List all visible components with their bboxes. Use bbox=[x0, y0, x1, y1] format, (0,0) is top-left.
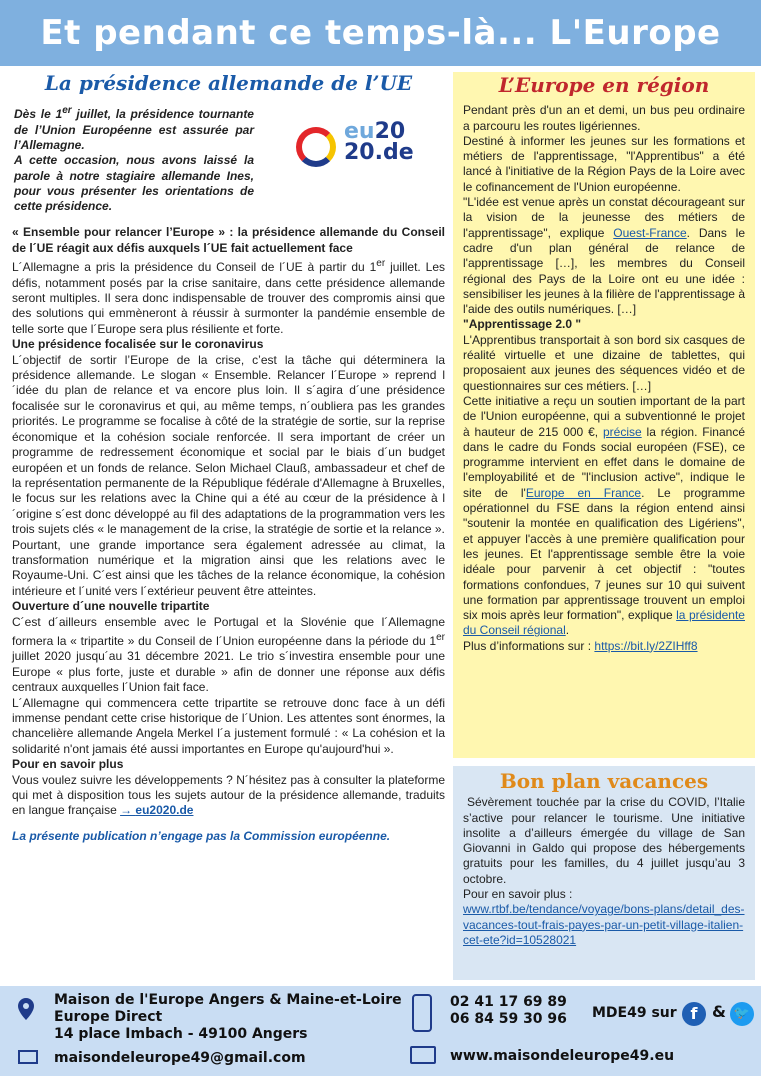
mail-icon bbox=[18, 1050, 38, 1064]
paragraph: Cette initiative a reçu un soutien important de la part de l'Union européenne, qui a subventionné le projet à hauteur de 215 000 €, précise la région. Financé dans le cadre du Fonds social européen (FSE), ce programme intervient en effet dans le domaine de l'employabilité et de "l'inclusion active", indique le site de l'Europe en France. Le programme opérationnel du FSE dans la région entend ainsi "soutenir la montée en qualification des Ligériens", et appuyer l'accès à une première qualification pour les jeunes. Et l'apprentissage semble être la voie idéale pour parvenir à cet objectif : "toutes formations confondues, 7 jeunes sur 10 qui suivent une formation par apprentissage trouvent un emploi six mois après leur formation", explique la présidente du Conseil régional. bbox=[463, 393, 746, 638]
arrow-icon: → bbox=[120, 803, 136, 818]
email-address[interactable]: maisondeleurope49@gmail.com bbox=[54, 1050, 306, 1066]
ouest-france-link[interactable]: Ouest-France bbox=[613, 225, 687, 240]
paragraph: Sévèrement touchée par la crise du COVID, l’Italie s’active pour relancer le tourisme. Une initiative insolite a d’ailleurs émergée du village de San Giovanni in Galdo qui propose des hébergements gratuits pour les familles, du 4 juillet jusqu’au 3 octobre. bbox=[463, 795, 745, 886]
paragraph: Pour en savoir plus : bbox=[463, 887, 573, 902]
paragraph: Destiné à informer les jeunes sur les formations et métiers de l'apprentissage, "l'Apprentibus" a été lancé à l'initiative de la Région Pays de la Loire avec le cofinancement de l'Union européenne. bbox=[463, 133, 745, 194]
bitly-link[interactable]: https://bit.ly/2ZIHff8 bbox=[594, 638, 698, 653]
paragraph: "L'idée est venue après un constat décourageant sur la vision de la jeunesse des métiers de l'apprentissage", explique Ouest-France. Dans le cadre d'un plan général de relance de l'apprentissage […], les membres du Conseil régional des Pays de la Loire ont eu une idée : sensibiliser les jeunes à la filière de l'apprentissage à l'aide des outils numériques. […] bbox=[463, 195, 745, 317]
paragraph: Plus d’informations sur : https://bit.ly/2ZIHff8 bbox=[463, 638, 698, 653]
paragraph: Vous voulez suivre les développements ? N´hésitez pas à consulter la plateforme qui met à disposition tous les sujets autour de la présidence allemande, traduits en langue française → eu2020.de bbox=[12, 772, 445, 818]
paragraph: L´objectif de sortir l’Europe de la crise, c’est la tâche qui déterminera la présidence allemande. Le slogan « Ensemble. Relancer l´Europe » reprend l´idée du plan de relance et va encore plus loin. Il s´agira d´une présidence focalisée sur le coronavirus et qui, au même temps, n´oubliera pas les grandes priorités. Le programme se focalise à côté de la stratégie de sortie, sur la reprise économique et la cohésion sociale renforcée. Il sera important de créer un programme de redressement économique et social par le biais d´un budget européen et un fonds de relance. Selon Michael Clauß, ambassadeur et chef de la représentation permanente de la République fédérale d'Allemagne à Bruxelles, le focus sur les relations avec la Chine qui a été au cœur de la présidence à l´origine s´est donc développé au fil des adaptations de la programmation vers les trois sujets clés « le management de la crise, la stratégie de sortie et la relance ». bbox=[12, 352, 445, 537]
logo-text: eu20 20.de bbox=[344, 119, 414, 166]
europe-en-france-link[interactable]: Europe en France bbox=[525, 485, 642, 500]
phone-numbers: 02 41 17 69 89 06 84 59 30 96 bbox=[450, 994, 567, 1027]
paragraph: Pourtant, une grande importance sera également adressée au climat, la transformation numérique et la migration ainsi que les relations avec le Royaume-Uni. C´est ainsi que les tâches de la relance économique, la cohésion intérieure et l´unité vers l´extérieur peuvent être atteintes. bbox=[12, 537, 445, 598]
phone-icon bbox=[412, 994, 432, 1032]
region-title: L’Europe en région bbox=[498, 73, 710, 97]
vacances-title: Bon plan vacances bbox=[499, 769, 709, 793]
paragraph: L'Apprentibus transportait à son bord six casques de réalité virtuelle et une dizaine de tablettes, qui proposaient aux jeunes des séquences vidéo et de questionnaires sur ces métiers. […] bbox=[463, 332, 745, 393]
section-heading: "Apprentissage 2.0 " bbox=[463, 317, 582, 332]
web-icon bbox=[410, 1046, 436, 1064]
paragraph: Pendant près d'un an et demi, un bus peu ordinaire a parcouru les routes ligériennes. bbox=[463, 103, 745, 133]
vacances-box bbox=[453, 766, 755, 980]
disclaimer: La présente publication n’engage pas la Commission européenne. bbox=[12, 828, 391, 843]
region-box bbox=[453, 72, 755, 758]
section-heading: Ouverture d´une nouvelle tripartite bbox=[12, 599, 210, 614]
paragraph: L´Allemagne qui commencera cette tripartite se retrouve donc face à un défi immense pendant cette crise historique de l´Union. Les attentes sont énormes, la chancelière allemande Angela Merkel l´a justement formulé : « La cohésion et la solidarité n'ont jamais été aussi importantes en Europe qu'aujourd'hui ». bbox=[12, 695, 445, 756]
org-address: Maison de l'Europe Angers & Maine-et-Loire Europe Direct 14 place Imbach - 49100 Angers bbox=[54, 992, 402, 1042]
rtbf-link[interactable]: www.rtbf.be/tendance/voyage/bons-plans/detail_des-vacances-tout-frais-payes-par-un-petit-village-italien-cet-ete?id=10528021 bbox=[463, 902, 745, 947]
page-title: Et pendant ce temps-là... L'Europe bbox=[40, 13, 721, 53]
presidente-link[interactable]: la présidente du Conseil régional bbox=[463, 608, 745, 638]
precise-link[interactable]: précise bbox=[602, 424, 642, 439]
eu2020-link[interactable]: eu2020.de bbox=[135, 803, 194, 818]
location-pin-icon bbox=[18, 998, 34, 1020]
social-label: MDE49 sur bbox=[592, 1005, 677, 1021]
facebook-icon[interactable]: f bbox=[682, 1002, 706, 1026]
logo-ring-icon bbox=[296, 127, 336, 167]
article-title: La présidence allemande de l’UE bbox=[44, 71, 413, 95]
section-heading: Pour en savoir plus bbox=[12, 757, 124, 772]
paragraph: C´est d´ailleurs ensemble avec le Portugal et la Slovénie que l´Allemagne formera la « tripartite » du Conseil de l´Union européenne dans la période du 1er juillet 2020 jusqu´au 31 décembre 2021. Le trio s´investira ensemble pour une Europe « plus forte, juste et durable » afin de donner une réponse aux défis centraux auxquelles l´Union fait face. bbox=[12, 614, 445, 695]
footer bbox=[0, 986, 761, 1076]
twitter-icon[interactable]: 🐦 bbox=[730, 1002, 754, 1026]
intro-block bbox=[12, 103, 445, 225]
header-banner bbox=[0, 0, 761, 66]
eu2020-logo bbox=[296, 119, 436, 183]
ampersand: & bbox=[712, 1002, 726, 1021]
left-article bbox=[12, 70, 445, 980]
intro-text: Dès le 1er juillet, la présidence tournante de l’Union Européenne est assurée par l’Allemagne. A cette occasion, nous avons laissé la parole à notre stagiaire allemande Ines, pour vous présenter les orientations de cette présidence. bbox=[14, 105, 254, 214]
website-link[interactable]: www.maisondeleurope49.eu bbox=[450, 1048, 675, 1064]
section-heading: Une présidence focalisée sur le coronavirus bbox=[12, 337, 264, 352]
section-heading: « Ensemble pour relancer l’Europe » : la présidence allemande du Conseil de l´UE réagit aux défis auxquels l´UE fait actuellement face bbox=[12, 225, 445, 255]
paragraph: L´Allemagne a pris la présidence du Conseil de l´UE à partir du 1er juillet. Les défis, notamment posés par la crise sanitaire, dans cette présidence allemande seront multiples. Il sera donc indispensable de trouver des compromis ainsi que des solutions qui emmèneront à réussir à surmonter la pandémie ensemble de telle sorte que l´Europe sera plus résiliente et forte. bbox=[12, 258, 445, 336]
